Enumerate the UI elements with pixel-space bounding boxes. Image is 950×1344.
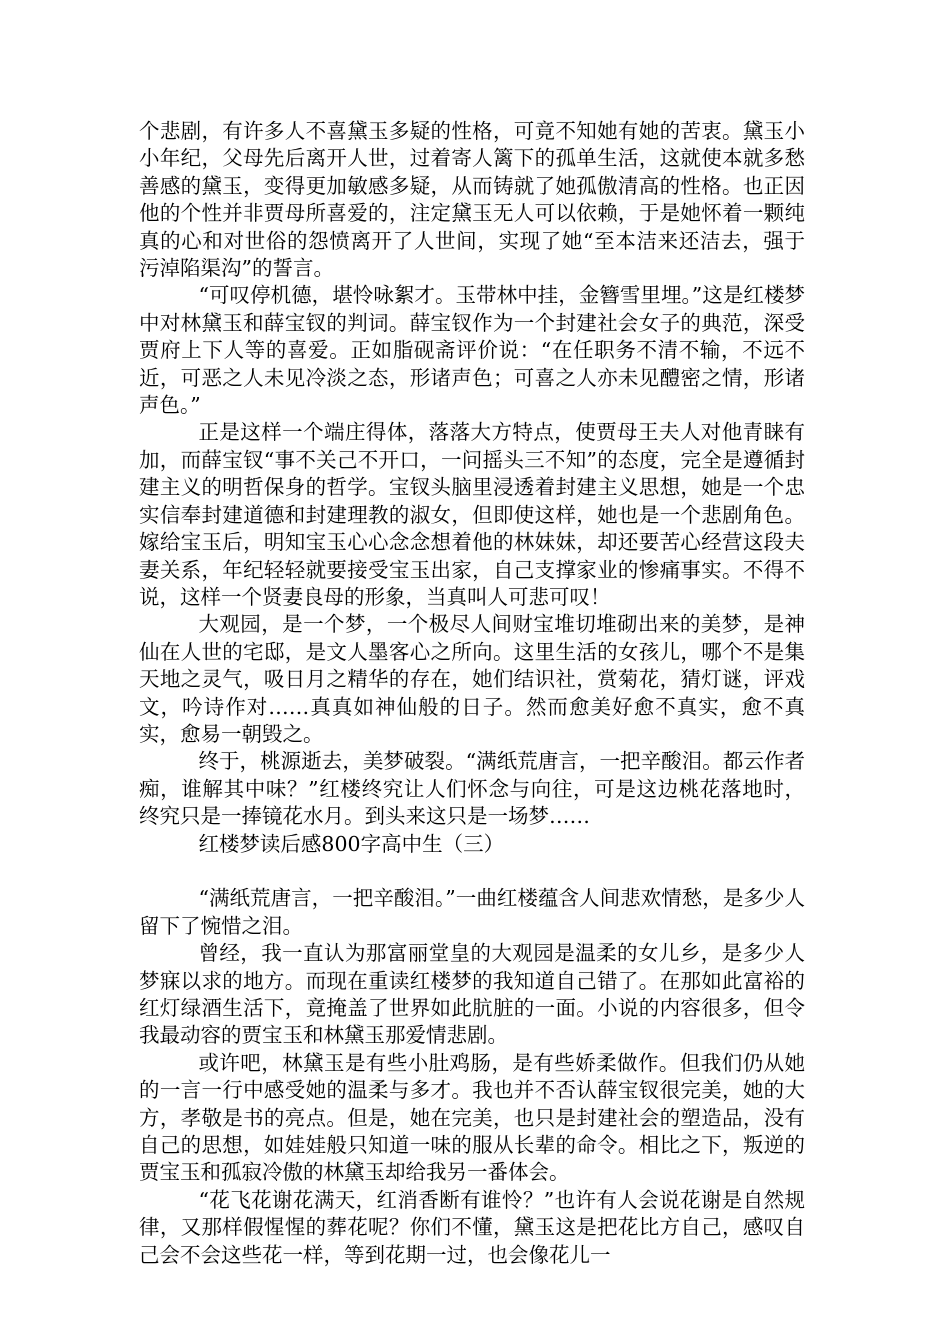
section-heading: 红楼梦读后感800字高中生（三） [198,831,505,856]
paragraph-opening-quote: “满纸荒唐言，一把辛酸泪。”一曲红楼蕴含人间悲欢情愁，是多少人留下了惋惜之泪。 [139,886,805,938]
paragraph-perhaps: 或许吧，林黛玉是有些小肚鸡肠，是有些娇柔做作。但我们仍从她的一言一行中感受她的温柔与多才。我也并不否认薛宝钗很完美，她的大方，孝敬是书的亮点。但是，她在完美，也只是封建社会的塑造品，没有自己的思想，如娃娃般只知道一味的服从长辈的命令。相比之下，叛逆的贾宝玉和孤寂冷傲的林黛玉却给我另一番体会。 [139,1050,805,1185]
paragraph-falling-flowers: “花飞花谢花满天，红消香断有谁怜？”也许有人会说花谢是自然规律，又那样假惺惺的葬花呢？你们不懂，黛玉这是把花比方自己，感叹自己会不会这些花一样，等到花期一过，也会像花儿一 [139,1187,805,1267]
paragraph-dream-broken: 终于，桃源逝去，美梦破裂。“满纸荒唐言，一把辛酸泪。都云作者痴，谁解其中味？”红楼终究让人们怀念与向往，可是这边桃花落地时，终究只是一捧镜花水月。到头来这只是一场梦…… [139,749,805,829]
article-body [139,118,805,1269]
paragraph-baochai: 正是这样一个端庄得体，落落大方特点，使贾母王夫人对他青睐有加，而薛宝钗“事不关己不开口，一问摇头三不知”的态度，完全是遵循封建主义的明哲保身的哲学。宝钗头脑里浸透着封建主义思想，她是一个忠实信奉封建道德和封建理教的淑女，但即使这样，她也是一个悲剧角色。嫁给宝玉后，明知宝玉心心念念想着他的林妹妹，却还要苦心经营这段夫妻关系，年纪轻轻就要接受宝玉出家，自己支撑家业的惨痛事实。不得不说，这样一个贤妻良母的形象，当真叫人可悲可叹！ [139,420,805,609]
section-spacer [139,858,805,885]
paragraph-tragedy-daiyu: 个悲剧，有许多人不喜黛玉多疑的性格，可竟不知她有她的苦衷。黛玉小小年纪，父母先后离开人世，过着寄人篱下的孤单生活，这就使本就多愁善感的黛玉，变得更加敏感多疑，从而铸就了她孤傲清高的性格。也正因他的个性并非贾母所喜爱的，注定黛玉无人可以依赖，于是她怀着一颗纯真的心和对世俗的怨愤离开了人世间，实现了她“至本洁来还洁去，强于污淖陷渠沟”的誓言。 [139,119,805,281]
paragraph-verdict-poem: “可叹停机德，堪怜咏絮才。玉带林中挂，金簪雪里埋。”这是红楼梦中对林黛玉和薛宝钗的判词。薛宝钗作为一个封建社会女子的典范，深受贾府上下人等的喜爱。正如脂砚斋评价说：“在任职务不清不输，不远不近，可恶之人未见冷淡之态，形诸声色；可喜之人亦未见醴密之情，形诸声色。” [139,283,805,418]
paragraph-grand-view-garden: 大观园，是一个梦，一个极尽人间财宝堆切堆砌出来的美梦，是神仙在人世的宅邸，是文人墨客心之所向。这里生活的女孩儿，哪个不是集天地之灵气，吸日月之精华的存在，她们结识社，赏菊花，猜灯谜，评戏文，吟诗作对……真真如神仙般的日子。然而愈美好愈不真实，愈不真实，愈易一朝毁之。 [139,612,805,746]
paragraph-once-believed: 曾经，我一直认为那富丽堂皇的大观园是温柔的女儿乡，是多少人梦寐以求的地方。而现在重读红楼梦的我知道自己错了。在那如此富裕的红灯绿酒生活下，竟掩盖了世界如此肮脏的一面。小说的内容很多，但令我最动容的贾宝玉和林黛玉那爱情悲剧。 [139,941,805,1048]
